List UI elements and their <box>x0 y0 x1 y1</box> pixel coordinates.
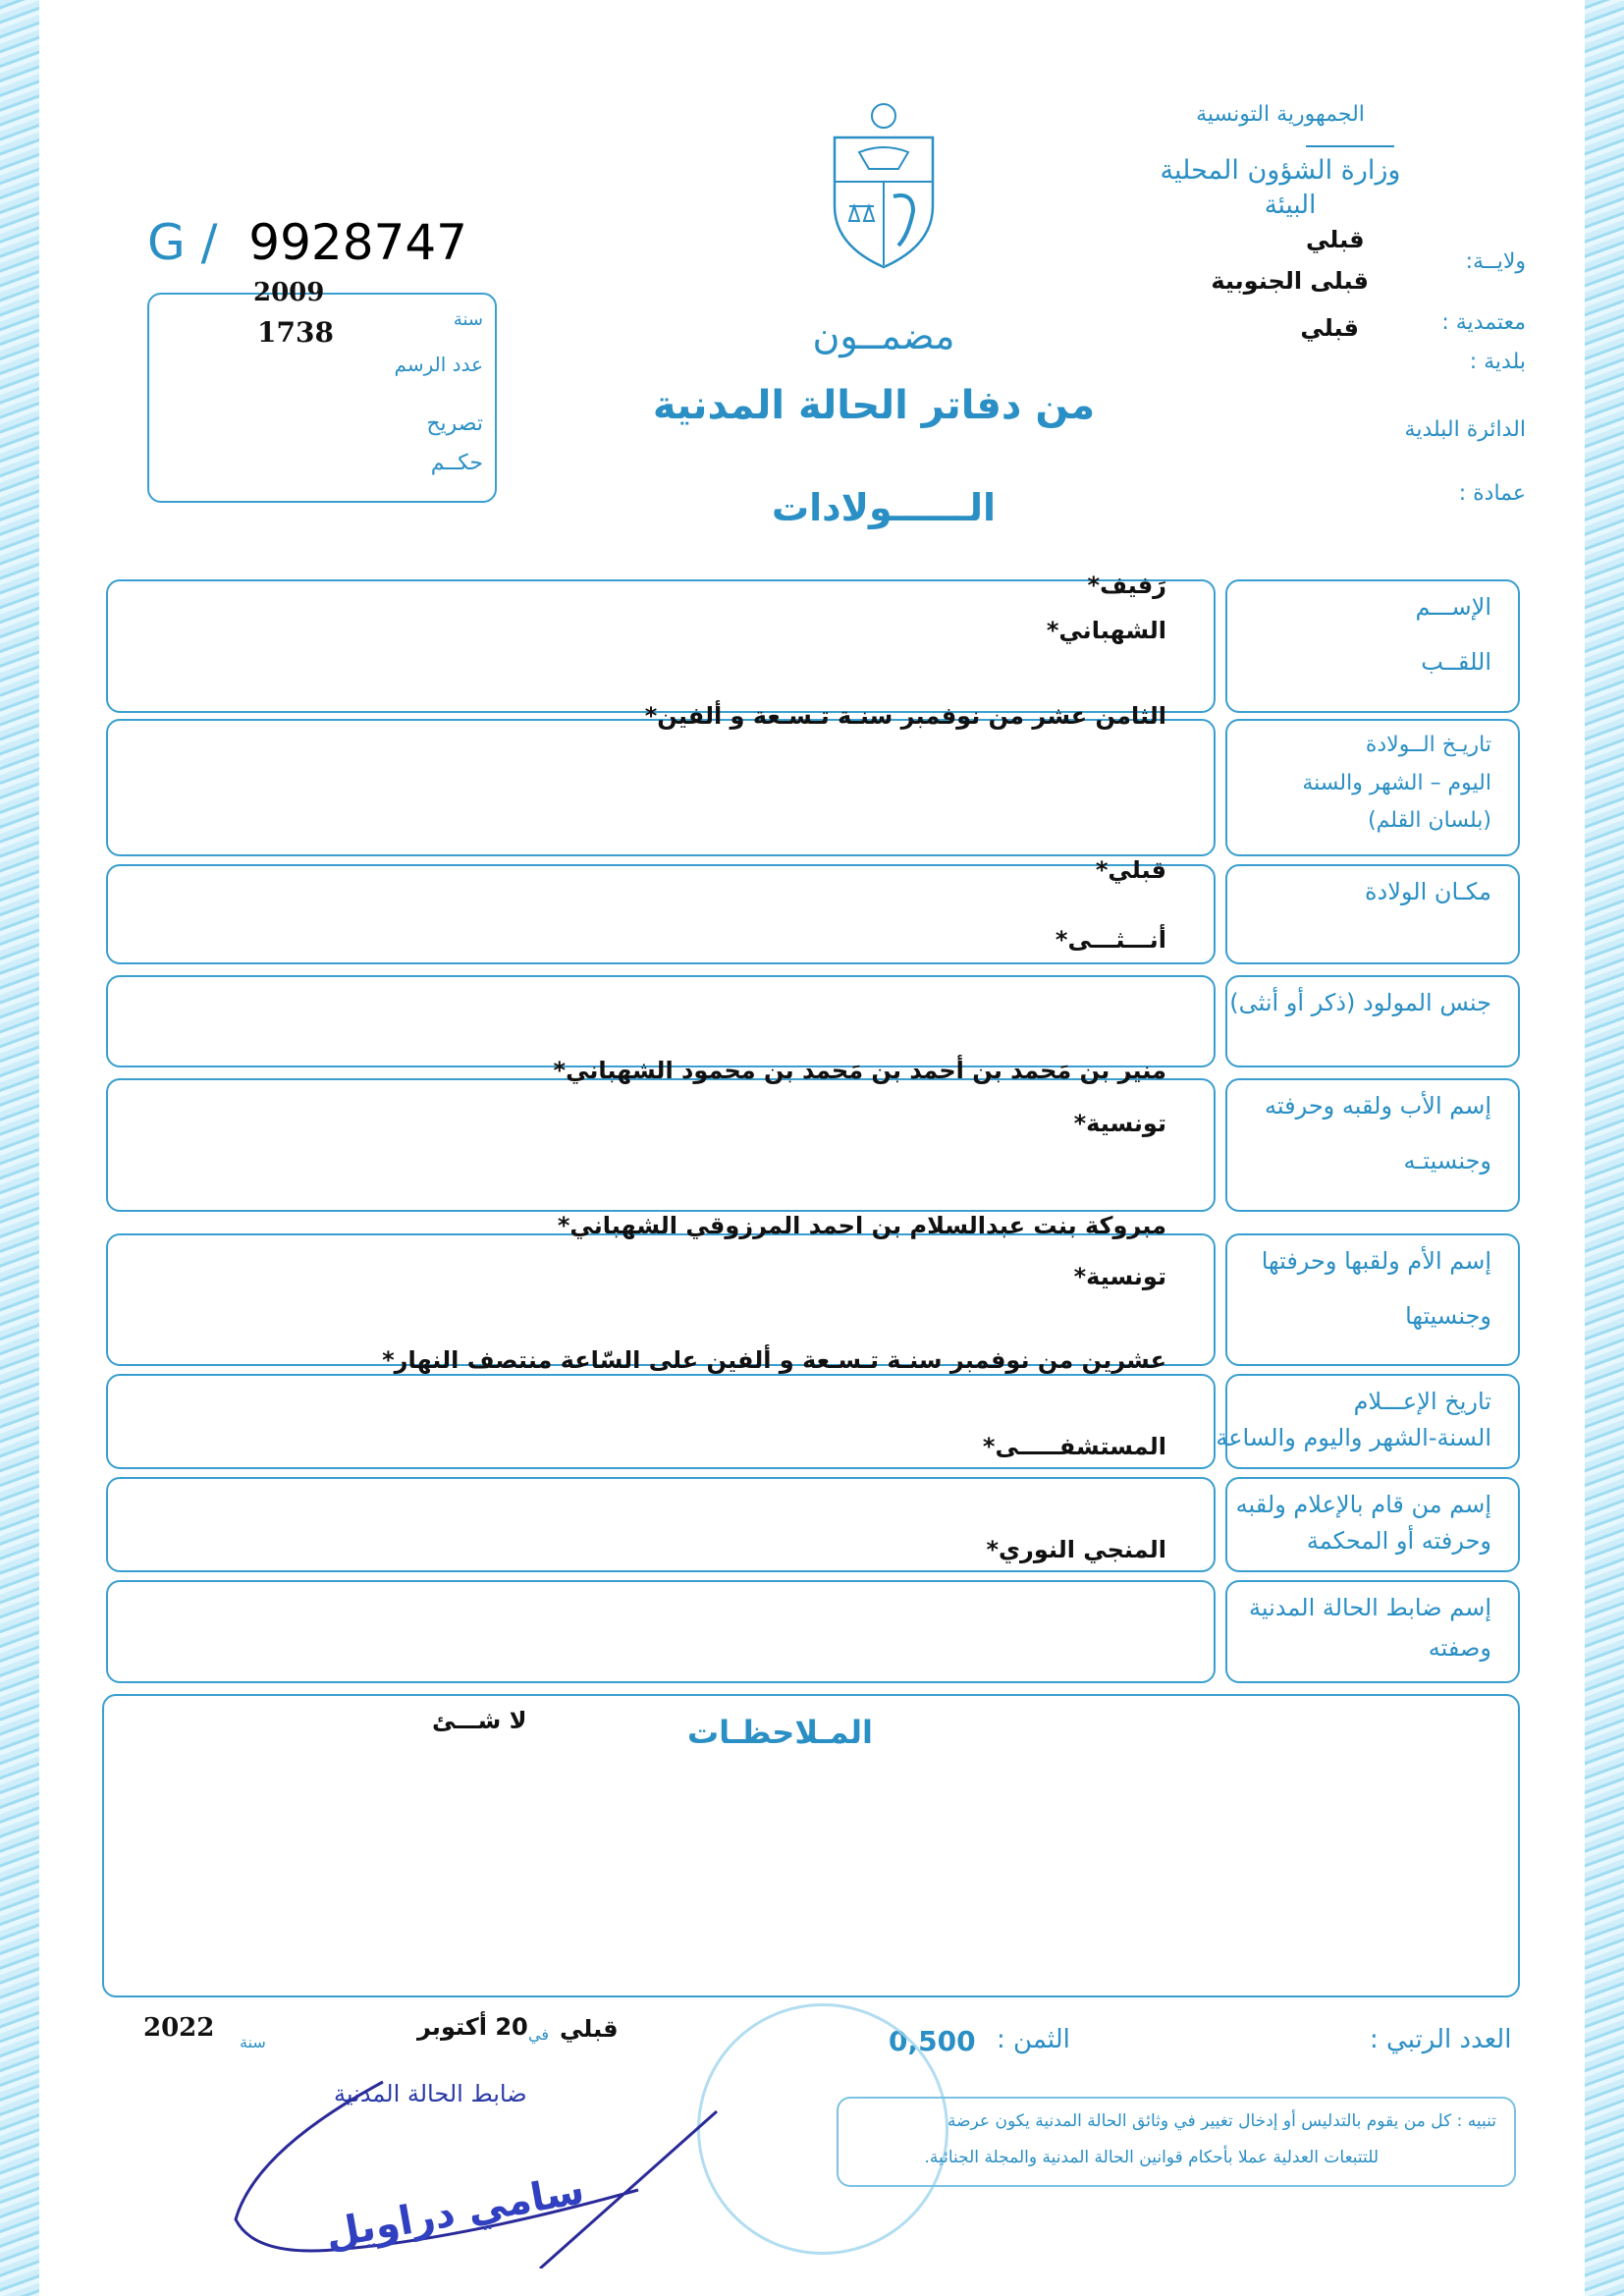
value-box <box>106 1078 1216 1212</box>
row-label: الإســـم <box>1415 593 1491 621</box>
notes-label: المـلاحظـات <box>687 1714 874 1751</box>
serial-number <box>147 216 467 270</box>
municipality-value: قبلي <box>1306 226 1365 253</box>
serial-value: 9928747 <box>248 214 467 271</box>
row-label: (بلسان القلم) <box>1368 808 1491 834</box>
title-line2: من دفاتر الحالة المدنية <box>652 383 1096 428</box>
delegation-value: قبلي <box>1300 314 1359 342</box>
declaration-label: تصريح <box>426 411 483 436</box>
value-box <box>106 719 1216 856</box>
row-label: وصفته <box>1428 1633 1491 1662</box>
row-label: وحرفته أو المحكمة <box>1306 1526 1491 1555</box>
serial-label: العدد الرتبي : <box>1370 2025 1512 2054</box>
delegation-label: معتمدية : <box>1441 310 1526 335</box>
row-value: تونسية* <box>1073 1110 1166 1137</box>
act-number-value: 1738 <box>257 316 334 349</box>
coat-of-arms-icon <box>830 98 938 270</box>
title-line3: الــــــولادات <box>771 486 997 529</box>
row-label: مكـان الولادة <box>1364 878 1491 905</box>
row-label: اليوم – الشهر والسنة <box>1302 770 1491 795</box>
ministry-sub-label: البيئة <box>1264 191 1317 220</box>
value-box <box>106 864 1216 964</box>
year-value: 2009 <box>253 278 325 307</box>
row-value: المنجي النوري* <box>986 1536 1166 1563</box>
row-label: إسم الأب ولقبه وحرفته <box>1265 1092 1491 1120</box>
judgment-label: حكــم <box>430 451 483 475</box>
warning-line1: تنبيه : كل من يقوم بالتدليس أو إدخال تغيير في وثائق الحالة المدنية يكون عرضة <box>947 2111 1496 2131</box>
price-label: الثمن : <box>997 2025 1070 2054</box>
row-value: الثامن عشر من نوفمبر سنـة تـسـعة و ألفين* <box>644 702 1166 730</box>
ministry-label: وزارة الشؤون المحلية <box>1160 155 1401 186</box>
officer-signature: سامي دراويل <box>322 2167 588 2258</box>
decorative-border-right <box>1585 0 1624 2296</box>
issue-place: قبلي <box>560 2015 619 2043</box>
price-value: 0,500 <box>889 2025 976 2057</box>
in-label: في <box>528 2025 549 2044</box>
value-box <box>106 579 1216 713</box>
row-label: إسم الأم ولقبها وحرفتها <box>1261 1247 1491 1275</box>
row-label: إسم من قام بالإعلام ولقبه <box>1235 1491 1491 1518</box>
row-value: الشهباني* <box>1046 617 1166 644</box>
value-box <box>106 975 1216 1067</box>
row-label: وجنسيتها <box>1405 1301 1491 1330</box>
republic-label: الجمهورية التونسية <box>1196 102 1365 127</box>
row-value: أنـــثـــى* <box>1055 926 1166 954</box>
row-value: المستشفـــــى* <box>982 1433 1166 1460</box>
row-value: عشرين من نوفمبر سنـة تـسـعة و ألفين على السّاعة منتصف النهار* <box>382 1346 1166 1374</box>
act-number-label: عدد الرسم <box>394 353 483 376</box>
year-label-footer: سنة <box>240 2033 266 2051</box>
notes-value: لا شـــئ <box>432 1707 527 1734</box>
issue-year: 2022 <box>143 2013 215 2043</box>
row-value: قبلي* <box>1095 856 1166 884</box>
title-line1: مضمــون <box>812 314 955 357</box>
row-label: تاريخ الإعـــلام <box>1353 1388 1491 1415</box>
district-label: الدائرة البلدية <box>1404 417 1526 442</box>
row-label: إسم ضابط الحالة المدنية <box>1249 1594 1491 1621</box>
year-label: سنة <box>453 309 483 330</box>
row-label: وجنسيتـه <box>1403 1147 1491 1175</box>
wilaya-label: ولايــة: <box>1465 249 1526 274</box>
row-value: منير بن مَحمد بن أحمد بن مَحمد بن محمود الشهباني* <box>553 1057 1166 1084</box>
officer-label: ضابط الحالة المدنية <box>334 2080 527 2107</box>
row-label: السنة-الشهر واليوم والساعة <box>1216 1423 1491 1451</box>
signature-scribble <box>226 2072 736 2269</box>
row-value: مبروكة بنت عبدالسلام بن احمد المرزوقي الشهباني* <box>557 1212 1166 1239</box>
imada-label: عمادة : <box>1458 481 1526 506</box>
row-label: اللقــب <box>1421 648 1491 676</box>
row-label: جنس المولود (ذكر أو أنثى) <box>1229 989 1491 1016</box>
warning-line2: للتتبعات العدلية عملا بأحكام قوانين الحالة المدنية والمجلة الجنائية. <box>924 2148 1379 2167</box>
row-value: تونسية* <box>1073 1263 1166 1290</box>
serial-prefix: G / <box>147 214 218 271</box>
commune-label: بلدية : <box>1469 350 1526 374</box>
decorative-border-left <box>0 0 39 2296</box>
value-box <box>106 1580 1216 1683</box>
row-label: تاريـخ الــولادة <box>1365 733 1491 757</box>
wilaya-value: قبلى الجنوبية <box>1211 267 1369 295</box>
issue-date: 20 أكتوبر <box>417 2013 528 2041</box>
divider <box>1306 145 1394 147</box>
row-value: رَفيف* <box>1087 572 1166 599</box>
